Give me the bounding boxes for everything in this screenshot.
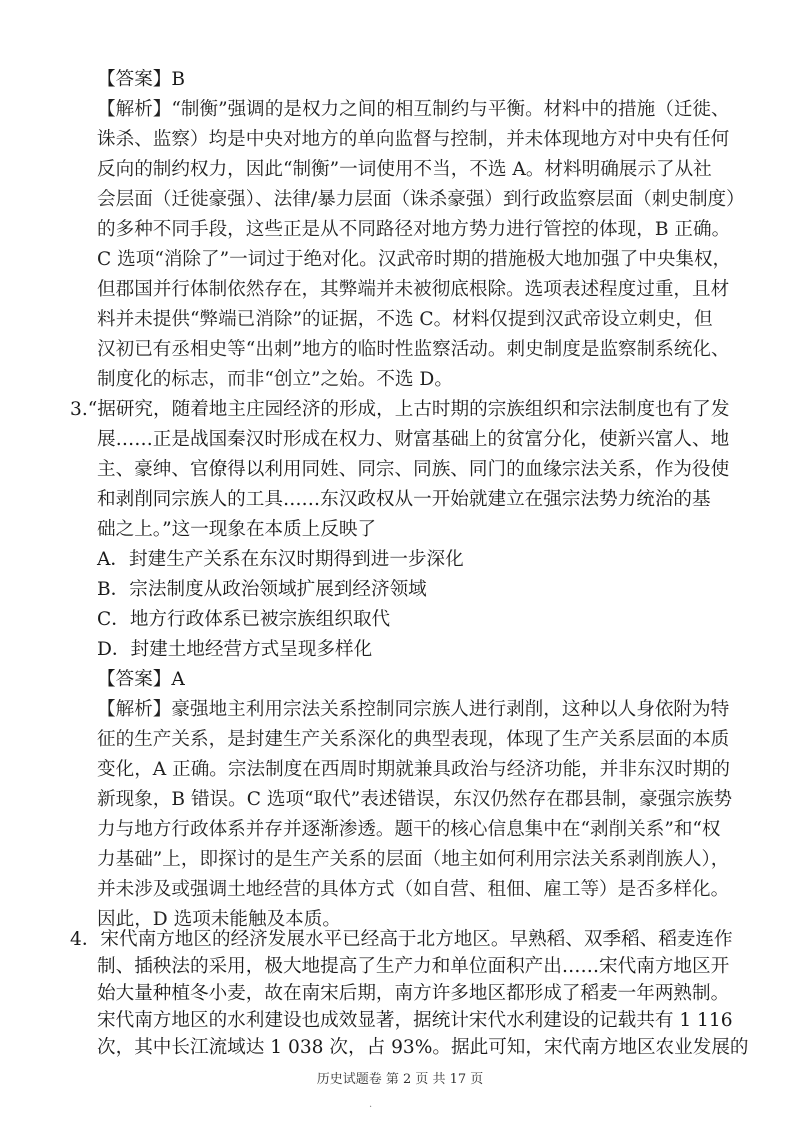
- analysis-line: 新现象，B 错误。C 选项“取代”表述错误，东汉仍然存在郡县制，豪强宗族势: [97, 789, 733, 810]
- page-footer: 历史试题卷 第 2 页 共 17 页: [316, 1072, 484, 1087]
- analysis-line: 力基础”上，即探讨的是生产关系的层面（地主如何利用宗法关系剥削族人），: [97, 849, 730, 870]
- question-4-stem: 次，其中长江流域达 1 038 次，占 93%。据此可知，宋代南方地区农业发展的: [97, 1037, 749, 1058]
- footer-mark: ·: [369, 1102, 373, 1113]
- answer-label-q3: 【答案】A: [97, 669, 185, 690]
- analysis-line: 反向的制约权力，因此“制衡”一词使用不当，不选 A。材料明确展示了从社: [97, 159, 712, 180]
- question-3-stem: 展……正是战国秦汉时形成在权力、财富基础上的贫富分化，使新兴富人、地: [97, 429, 730, 450]
- option-b: B．宗法制度从政治领域扩展到经济领域: [97, 579, 427, 600]
- analysis-line: 的多种不同手段，这些正是从不同路径对地方势力进行管控的体现，B 正确。: [97, 219, 731, 240]
- option-d: D．封建土地经营方式呈现多样化: [97, 639, 373, 660]
- question-4-stem: 制、插秧法的采用，极大地提高了生产力和单位面积产出……宋代南方地区开: [97, 956, 730, 977]
- question-4-stem: 始大量种植冬小麦，故在南宋后期，南方许多地区都形成了稻麦一年两熟制。: [97, 983, 730, 1004]
- analysis-line: 并未涉及或强调土地经营的具体方式（如自营、租佃、雇工等）是否多样化。: [97, 879, 730, 900]
- question-4-stem: 4．宋代南方地区的经济发展水平已经高于北方地区。早熟稻、双季稻、稻麦连作: [70, 929, 733, 950]
- analysis-line: 力与地方行政体系并存并逐渐渗透。题干的核心信息集中在“剥削关系”和“权: [97, 819, 721, 840]
- analysis-line: 【解析】豪强地主利用宗法关系控制同宗族人进行剥削，这种以人身依附为特: [97, 699, 730, 720]
- analysis-line: 【解析】“制衡”强调的是权力之间的相互制约与平衡。材料中的措施（迁徙、: [97, 99, 730, 120]
- question-3-stem: 和剥削同宗族人的工具……东汉政权从一开始就建立在强宗法势力统治的基: [97, 489, 711, 510]
- question-3-stem: 础之上。”这一现象在本质上反映了: [97, 519, 377, 540]
- analysis-line: 会层面（迁徙豪强）、法律/暴力层面（诛杀豪强）到行政监察层面（刺史制度）: [97, 189, 745, 210]
- analysis-line: 因此，D 选项未能触及本质。: [97, 909, 341, 930]
- analysis-line: 制度化的标志，而非“创立”之始。不选 D。: [97, 369, 453, 390]
- analysis-line: 诛杀、监察）均是中央对地方的单向监督与控制，并未体现地方对中央有任何: [97, 129, 730, 150]
- question-3-stem: 3.“据研究，随着地主庄园经济的形成，上古时期的宗族组织和宗法制度也有了发: [70, 399, 730, 420]
- answer-label-q2: 【答案】B: [97, 69, 186, 90]
- question-4-stem: 宋代南方地区的水利建设也成效显著，据统计宋代水利建设的记载共有 1 116: [97, 1010, 733, 1031]
- analysis-line: 料并未提供“弊端已消除”的证据，不选 C。材料仅提到汉武帝设立刺史，但: [97, 309, 713, 330]
- option-c: C．地方行政体系已被宗族组织取代: [97, 609, 391, 630]
- option-a: A．封建生产关系在东汉时期得到进一步深化: [97, 549, 464, 570]
- analysis-line: 但郡国并行体制依然存在，其弊端并未被彻底根除。选项表述程度过重，且材: [97, 279, 730, 300]
- analysis-line: C 选项“消除了”一词过于绝对化。汉武帝时期的措施极大地加强了中央集权，: [97, 249, 732, 270]
- question-3-stem: 主、豪绅、官僚得以利用同姓、同宗、同族、同门的血缘宗法关系，作为役使: [97, 459, 730, 480]
- analysis-line: 汉初已有丞相史等“出刺”地方的临时性监察活动。刺史制度是监察制系统化、: [97, 339, 730, 360]
- analysis-line: 变化，A 正确。宗法制度在西周时期就兼具政治与经济功能，并非东汉时期的: [97, 759, 730, 780]
- analysis-line: 征的生产关系，是封建生产关系深化的典型表现，体现了生产关系层面的本质: [97, 729, 730, 750]
